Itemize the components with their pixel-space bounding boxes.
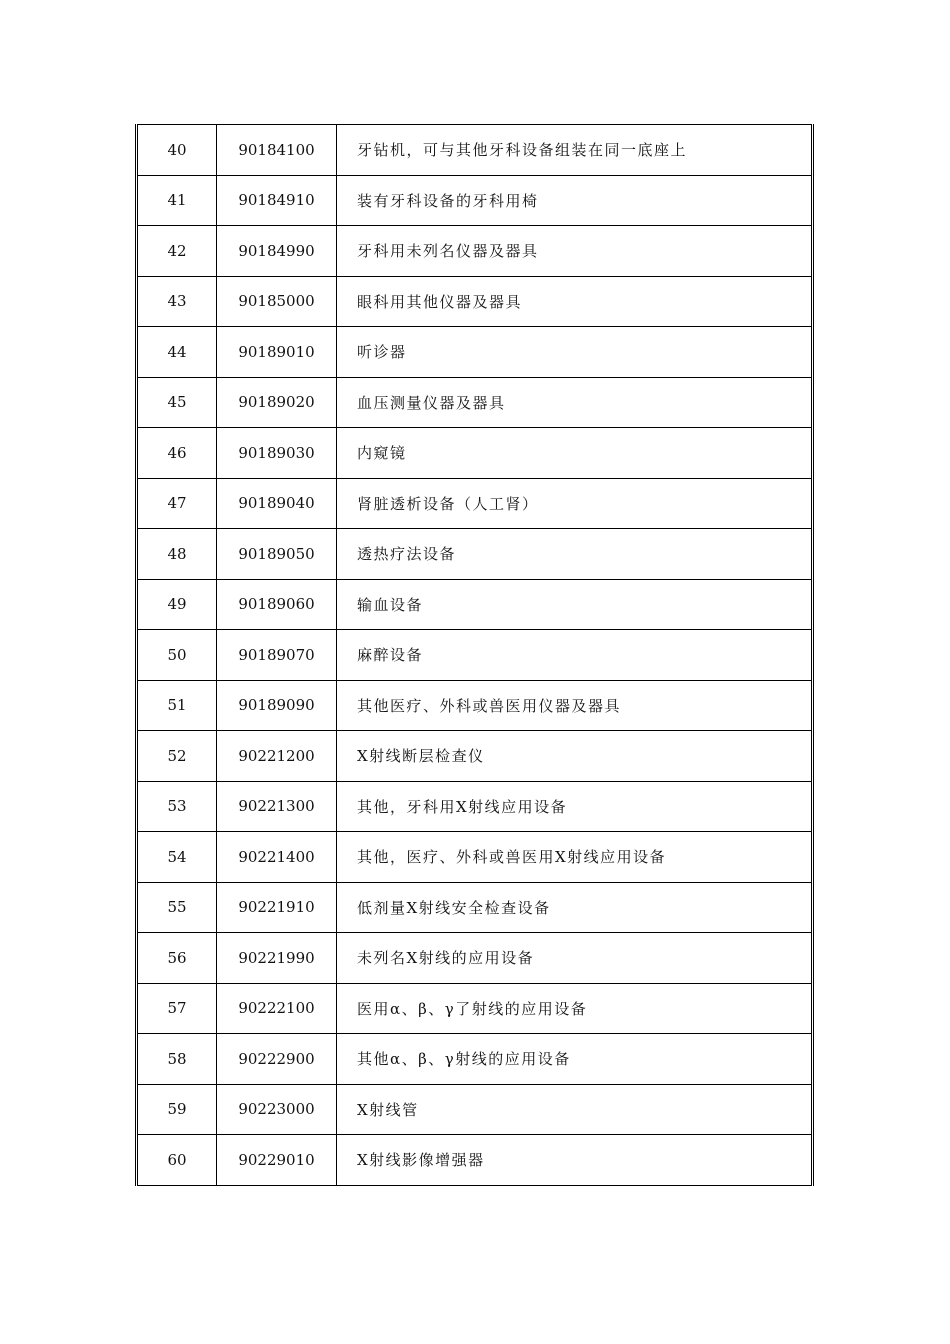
- description-cell: X射线管: [337, 1084, 813, 1135]
- hs-code-cell: 90184990: [217, 226, 337, 277]
- description-cell: 肾脏透析设备（人工肾）: [337, 478, 813, 529]
- table-row: [137, 276, 813, 327]
- table-row: [137, 478, 813, 529]
- hs-code-cell: 90189020: [217, 377, 337, 428]
- row-index-cell: 52: [137, 731, 217, 782]
- description-cell: 装有牙科设备的牙科用椅: [337, 175, 813, 226]
- description-cell: 其他，医疗、外科或兽医用X射线应用设备: [337, 832, 813, 883]
- row-index-cell: 51: [137, 680, 217, 731]
- description-cell: 其他医疗、外科或兽医用仪器及器具: [337, 680, 813, 731]
- row-index-cell: 59: [137, 1084, 217, 1135]
- hs-code-cell: 90222100: [217, 983, 337, 1034]
- hs-code-cell: 90221200: [217, 731, 337, 782]
- table-row: [137, 327, 813, 378]
- hs-code-cell: 90223000: [217, 1084, 337, 1135]
- hs-code-cell: 90189070: [217, 630, 337, 681]
- hs-code-cell: 90184100: [217, 125, 337, 176]
- row-index-cell: 45: [137, 377, 217, 428]
- row-index-cell: 40: [137, 125, 217, 176]
- hs-code-cell: 90221990: [217, 933, 337, 984]
- table-row: [137, 781, 813, 832]
- table-row: [137, 226, 813, 277]
- description-cell: 其他，牙科用X射线应用设备: [337, 781, 813, 832]
- table-row: [137, 377, 813, 428]
- table-row: [137, 1034, 813, 1085]
- row-index-cell: 53: [137, 781, 217, 832]
- description-cell: 输血设备: [337, 579, 813, 630]
- description-cell: 血压测量仪器及器具: [337, 377, 813, 428]
- description-cell: 内窥镜: [337, 428, 813, 479]
- hs-code-cell: 90189040: [217, 478, 337, 529]
- description-cell: X射线影像增强器: [337, 1135, 813, 1186]
- description-cell: 医用α、β、γ了射线的应用设备: [337, 983, 813, 1034]
- description-cell: 未列名X射线的应用设备: [337, 933, 813, 984]
- row-index-cell: 44: [137, 327, 217, 378]
- row-index-cell: 47: [137, 478, 217, 529]
- table-row: [137, 1084, 813, 1135]
- hs-code-cell: 90189010: [217, 327, 337, 378]
- table-row: [137, 731, 813, 782]
- row-index-cell: 54: [137, 832, 217, 883]
- table-row: [137, 882, 813, 933]
- row-index-cell: 55: [137, 882, 217, 933]
- row-index-cell: 46: [137, 428, 217, 479]
- table-row: [137, 933, 813, 984]
- row-index-cell: 58: [137, 1034, 217, 1085]
- hs-code-cell: 90189060: [217, 579, 337, 630]
- row-index-cell: 43: [137, 276, 217, 327]
- table-row: [137, 428, 813, 479]
- row-index-cell: 41: [137, 175, 217, 226]
- hs-code-cell: 90221910: [217, 882, 337, 933]
- hs-code-cell: 90221300: [217, 781, 337, 832]
- row-index-cell: 49: [137, 579, 217, 630]
- description-cell: 低剂量X射线安全检查设备: [337, 882, 813, 933]
- table-body: [137, 125, 813, 1186]
- hs-code-cell: 90189090: [217, 680, 337, 731]
- hs-code-cell: 90184910: [217, 175, 337, 226]
- table-row: [137, 680, 813, 731]
- table-row: [137, 630, 813, 681]
- description-cell: X射线断层检查仪: [337, 731, 813, 782]
- hs-code-cell: 90189030: [217, 428, 337, 479]
- row-index-cell: 60: [137, 1135, 217, 1186]
- row-index-cell: 57: [137, 983, 217, 1034]
- hs-code-cell: 90189050: [217, 529, 337, 580]
- description-cell: 麻醉设备: [337, 630, 813, 681]
- description-cell: 眼科用其他仪器及器具: [337, 276, 813, 327]
- hs-code-cell: 90221400: [217, 832, 337, 883]
- description-cell: 听诊器: [337, 327, 813, 378]
- description-cell: 透热疗法设备: [337, 529, 813, 580]
- table-row: [137, 529, 813, 580]
- description-cell: 牙科用未列名仪器及器具: [337, 226, 813, 277]
- description-cell: 其他α、β、γ射线的应用设备: [337, 1034, 813, 1085]
- hs-code-cell: 90222900: [217, 1034, 337, 1085]
- row-index-cell: 56: [137, 933, 217, 984]
- row-index-cell: 42: [137, 226, 217, 277]
- table-row: [137, 125, 813, 176]
- description-cell: 牙钻机，可与其他牙科设备组装在同一底座上: [337, 125, 813, 176]
- table-row: [137, 175, 813, 226]
- row-index-cell: 50: [137, 630, 217, 681]
- hs-code-cell: 90185000: [217, 276, 337, 327]
- hs-code-cell: 90229010: [217, 1135, 337, 1186]
- table-row: [137, 1135, 813, 1186]
- table-row: [137, 832, 813, 883]
- product-code-table: [135, 124, 814, 1186]
- row-index-cell: 48: [137, 529, 217, 580]
- table-row: [137, 579, 813, 630]
- table-row: [137, 983, 813, 1034]
